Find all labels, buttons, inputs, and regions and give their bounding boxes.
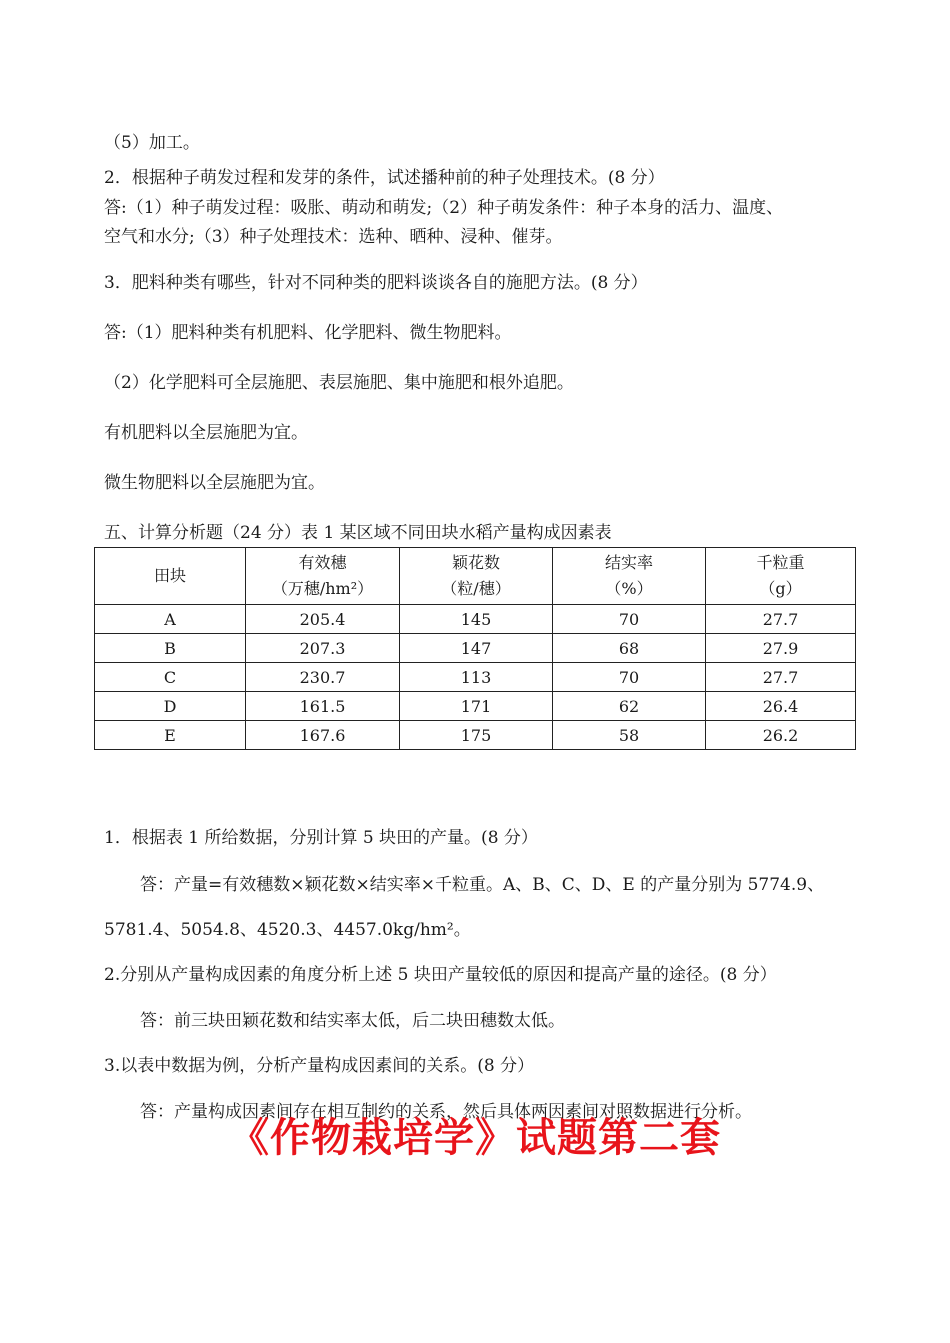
question-low-yield: 2.分别从产量构成因素的角度分析上述 5 块田产量较低的原因和提高产量的途径。(8 分）: [104, 965, 777, 985]
table-cell: 175: [400, 721, 553, 750]
header-name: 颖花数: [451, 553, 500, 572]
answer-low-yield: 答：前三块田颖花数和结实率太低，后二块田穗数太低。: [140, 1011, 565, 1031]
header-name: 田块: [153, 566, 186, 585]
table-cell: 70: [553, 605, 706, 634]
table-cell: 58: [553, 721, 706, 750]
table-cell: A: [95, 605, 246, 634]
table-cell: 147: [400, 634, 553, 663]
header-unit: （万穗/hm²）: [271, 579, 374, 598]
table-cell: 27.7: [706, 663, 856, 692]
table-header-cell: [95, 548, 246, 605]
table-cell: 161.5: [246, 692, 400, 721]
question-seed-treatment: 2．根据种子萌发过程和发芽的条件，试述播种前的种子处理技术。(8 分）: [104, 168, 665, 188]
question-yield-calc: 1．根据表 1 所给数据，分别计算 5 块田的产量。(8 分）: [104, 828, 538, 848]
yield-components-table: [94, 547, 856, 750]
table-cell: 207.3: [246, 634, 400, 663]
answer-yield-calc-1: 答：产量=有效穗数×颖花数×结实率×千粒重。A、B、C、D、E 的产量分别为 5774.9、: [140, 875, 825, 895]
answer-seed-treatment-2: 空气和水分;（3）种子处理技术：选种、晒种、浸种、催芽。: [104, 227, 563, 247]
table-header-cell: [706, 548, 856, 605]
table-row: [95, 634, 856, 663]
table-cell: 62: [553, 692, 706, 721]
table-header-row: [95, 548, 856, 605]
header-name: 结实率: [604, 553, 653, 572]
answer-fertilizer-1: 答:（1）肥料种类有机肥料、化学肥料、微生物肥料。: [104, 323, 512, 343]
table-cell: 26.2: [706, 721, 856, 750]
answer-yield-calc-2: 5781.4、5054.8、4520.3、4457.0kg/hm²。: [104, 920, 471, 940]
table-header-cell: [400, 548, 553, 605]
table-cell: 205.4: [246, 605, 400, 634]
header-unit: （%）: [605, 579, 653, 598]
answer-seed-treatment-1: 答:（1）种子萌发过程：吸胀、萌动和萌发;（2）种子萌发条件：种子本身的活力、温度、: [104, 198, 784, 218]
table-cell: C: [95, 663, 246, 692]
table-cell: 145: [400, 605, 553, 634]
table-cell: 167.6: [246, 721, 400, 750]
table-cell: E: [95, 721, 246, 750]
table-cell: 70: [553, 663, 706, 692]
table-cell: 26.4: [706, 692, 856, 721]
header-unit: （g）: [759, 579, 802, 598]
answer-fertilizer-4: 微生物肥料以全层施肥为宜。: [104, 473, 325, 493]
answer-factor-relation: 答：产量构成因素间存在相互制约的关系，然后具体两因素间对照数据进行分析。: [140, 1102, 752, 1122]
answer-fertilizer-3: 有机肥料以全层施肥为宜。: [104, 423, 308, 443]
table-cell: 230.7: [246, 663, 400, 692]
table-cell: D: [95, 692, 246, 721]
table-cell: 113: [400, 663, 553, 692]
table-row: [95, 663, 856, 692]
text-line-process: （5）加工。: [104, 133, 200, 153]
table-row: [95, 605, 856, 634]
table-cell: 171: [400, 692, 553, 721]
table-cell: B: [95, 634, 246, 663]
table-row: [95, 692, 856, 721]
header-name: 有效穗: [298, 553, 347, 572]
header-name: 千粒重: [756, 553, 805, 572]
watermark-title-banner: 《作物栽培学》试题第二套: [229, 1115, 721, 1161]
section-five-heading: 五、计算分析题（24 分）表 1 某区域不同田块水稻产量构成因素表: [104, 523, 612, 543]
question-fertilizer: 3．肥料种类有哪些，针对不同种类的肥料谈谈各自的施肥方法。(8 分）: [104, 273, 648, 293]
table-cell: 68: [553, 634, 706, 663]
table-row: [95, 721, 856, 750]
table-cell: 27.9: [706, 634, 856, 663]
header-unit: （粒/穗）: [441, 579, 511, 598]
table-cell: 27.7: [706, 605, 856, 634]
table-header-cell: [246, 548, 400, 605]
table-header-cell: [553, 548, 706, 605]
answer-fertilizer-2: （2）化学肥料可全层施肥、表层施肥、集中施肥和根外追肥。: [104, 373, 574, 393]
question-factor-relation: 3.以表中数据为例，分析产量构成因素间的关系。(8 分）: [104, 1056, 535, 1076]
